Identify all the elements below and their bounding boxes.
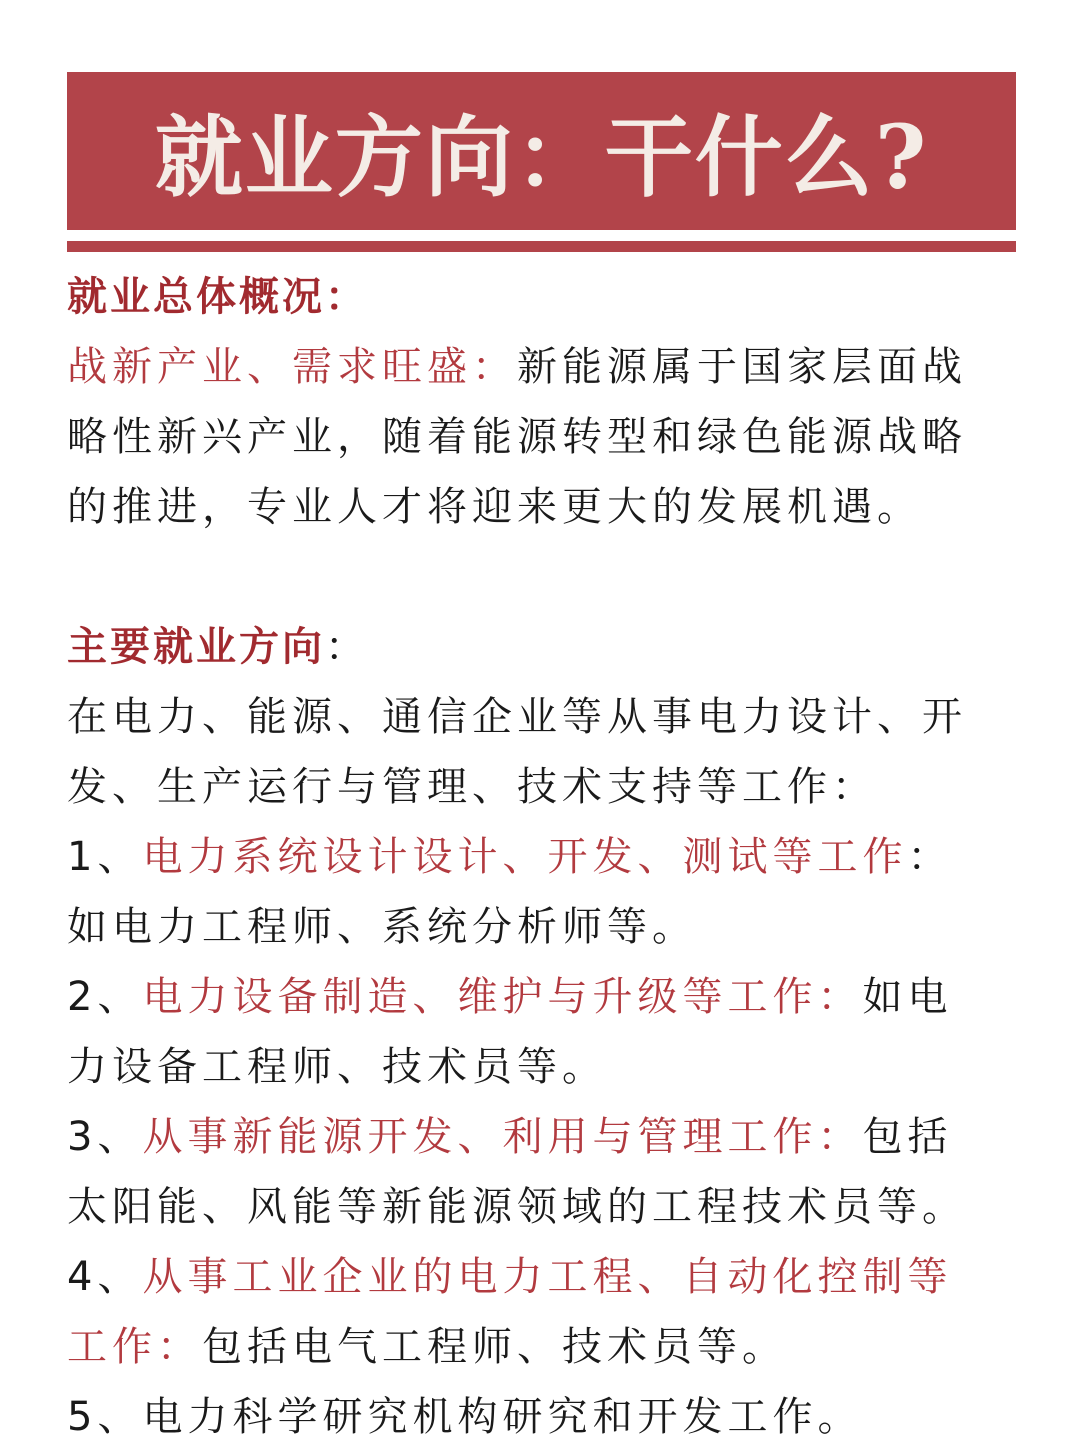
directions-intro-line-1: 在电力、能源、通信企业等从事电力设计、开 [67, 694, 967, 740]
list-item-highlight: 电力设备制造、维护与升级等工作： [142, 974, 863, 1020]
list-item-number: 5、 [67, 1394, 143, 1440]
directions-heading-line [67, 612, 997, 682]
overview-paragraph-line-3: 的推进，专业人才将迎来更大的发展机遇。 [67, 484, 922, 530]
list-item-4 [67, 1242, 997, 1312]
list-item-highlight: 电力系统设计设计、开发、测试等工作 [142, 834, 908, 880]
overview-paragraph-line-1 [67, 332, 997, 402]
overview-heading: 就业总体概况： [67, 274, 368, 320]
list-item-text: 包括电气工程师、技术员等。 [202, 1324, 787, 1370]
overview-highlight: 战新产业、需求旺盛： [67, 344, 517, 390]
page-title: 就业方向：干什么? [154, 105, 929, 209]
list-item-number: 2、 [67, 974, 143, 1020]
title-banner [67, 72, 1016, 230]
overview-text-1: 新能源属于国家层面战 [517, 344, 967, 390]
article-body [67, 262, 997, 1452]
list-item-2-continuation: 力设备工程师、技术员等。 [67, 1044, 607, 1090]
list-item-3 [67, 1102, 997, 1172]
list-item-number: 4、 [67, 1254, 143, 1300]
list-item-text: ： [907, 834, 953, 880]
list-item-number: 3、 [67, 1114, 143, 1160]
list-item-text: 电力科学研究机构研究和开发工作。 [142, 1394, 863, 1440]
list-item-text: 如电 [862, 974, 953, 1020]
directions-heading-colon: ： [325, 624, 370, 670]
list-item-4-continuation [67, 1312, 997, 1382]
list-item-5 [67, 1382, 997, 1452]
directions-heading: 主要就业方向 [67, 624, 325, 670]
title-underline-divider [67, 241, 1016, 252]
list-item-2 [67, 962, 997, 1032]
overview-paragraph-line-2: 略性新兴产业，随着能源转型和绿色能源战略 [67, 414, 967, 460]
list-item-number: 1、 [67, 834, 143, 880]
section-spacer [67, 542, 997, 612]
list-item-text: 包括 [862, 1114, 953, 1160]
list-item-highlight: 从事新能源开发、利用与管理工作： [142, 1114, 863, 1160]
list-item-3-continuation: 太阳能、风能等新能源领域的工程技术员等。 [67, 1184, 967, 1230]
list-item-highlight: 从事工业企业的电力工程、自动化控制等 [142, 1254, 953, 1300]
list-item-1 [67, 822, 997, 892]
list-item-highlight-continued: 工作： [67, 1324, 202, 1370]
list-item-1-continuation: 如电力工程师、系统分析师等。 [67, 904, 697, 950]
directions-intro-line-2: 发、生产运行与管理、技术支持等工作： [67, 764, 877, 810]
